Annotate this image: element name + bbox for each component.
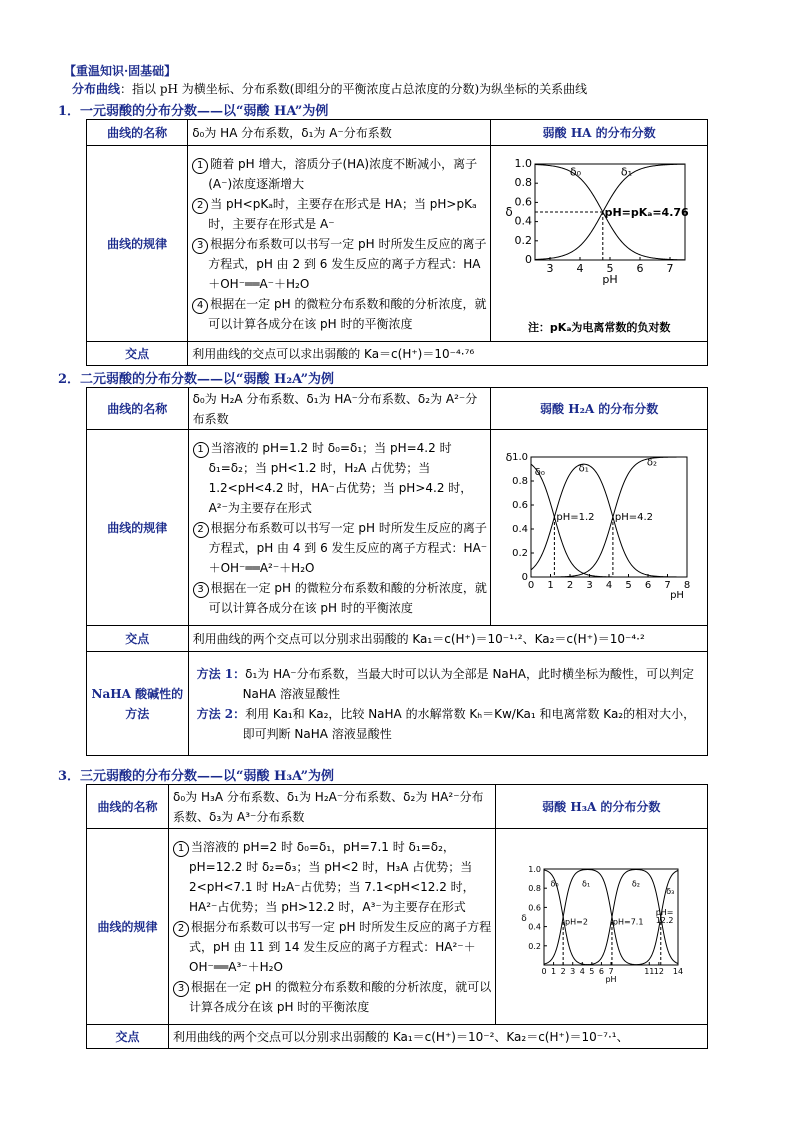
t3-rule-3: 3 根据在一定 pH 的微粒分布系数和酸的分析浓度，就可以计算各成分在该 pH 时的平衡浓度 — [173, 977, 492, 1017]
x-tick-label: 1 — [547, 579, 554, 591]
chart-h2a — [499, 445, 699, 605]
x-tick-label: 8 — [684, 579, 691, 591]
series-curve-1 — [531, 464, 687, 577]
t1-note: 注：pKₐ为电离常数的负对数 — [527, 320, 671, 334]
section-1-title: 1．一元弱酸的分布分数——以“弱酸 HA”为例 — [58, 104, 329, 119]
y-tick-label: 0 — [525, 252, 533, 266]
t2-rule-1: 1 当溶液的 pH=1.2 时 δ₀=δ₁；当 pH=4.2 时 δ₁=δ₂；当 pH<1.2 时，H₂A 占优势；当 1.2<pH<4.2 时，HA⁻占优势；当 pH>4.2 时，A²⁻为主要存在形式 — [193, 438, 488, 518]
y-tick-label: 0.2 — [512, 547, 529, 559]
x-axis-label: pH — [605, 974, 617, 984]
t3-cross-text: 利用曲线的两个交点可以分别求出弱酸的 Ka₁＝c(H⁺)＝10⁻²、Ka₂＝c(H⁺)＝10⁻⁷·¹、 — [169, 1025, 708, 1049]
t1-rule-3: 3 根据分布系数可以书写一定 pH 时所发生反应的离子方程式，pH 由 2 到 6 发生反应的离子方程式：HA＋OH⁻══A⁻＋H₂O — [192, 234, 487, 294]
x-tick-label: 2 — [560, 966, 566, 976]
series-curve-0 — [531, 464, 687, 577]
t2-rule-2: 2 根据分布系数可以书写一定 pH 时所发生反应的离子方程式，pH 由 4 到 6 发生反应的离子方程式：HA⁻＋OH⁻══A²⁻＋H₂O — [193, 518, 488, 578]
x-tick-label: 3 — [546, 261, 554, 275]
x-tick-label: 6 — [636, 261, 644, 275]
y-tick-label: 0.4 — [512, 523, 529, 535]
t2-rule-label: 曲线的规律 — [87, 430, 189, 626]
x-tick-label: 0 — [528, 579, 535, 591]
chart-ha — [499, 150, 699, 310]
series-label: δ₁ — [578, 462, 589, 474]
x-tick-label: 11 — [644, 966, 655, 976]
y-tick-label: 1.0 — [512, 451, 529, 463]
x-tick-label: 5 — [589, 966, 595, 976]
y-axis-label: δ — [505, 204, 513, 219]
t1-rule-label: 曲线的规律 — [87, 146, 188, 342]
y-tick-label: 0.4 — [528, 922, 542, 932]
chart-h3a — [516, 859, 686, 989]
y-tick-label: 1.0 — [514, 156, 533, 170]
table-2 — [86, 387, 708, 756]
y-tick-label: 0.8 — [514, 175, 533, 189]
annotation-label: pH= — [655, 907, 674, 917]
x-tick-label: 7 — [664, 579, 671, 591]
series-label: δ₁ — [582, 878, 591, 888]
t2-name-text: δ₀为 H₂A 分布系数、δ₁为 HA⁻分布系数、δ₂为 A²⁻分布系数 — [188, 388, 491, 430]
t2-method-label: NaHA 酸碱性的方法 — [87, 652, 189, 756]
section-2-title: 2．二元弱酸的分布分数——以“弱酸 H₂A”为例 — [58, 372, 335, 387]
t1-cross-text: 利用曲线的交点可以求出弱酸的 Ka＝c(H⁺)＝10⁻⁴·⁷⁶ — [188, 342, 708, 366]
annotation-label: pH=1.2 — [556, 511, 595, 523]
t3-chart-cell — [495, 829, 707, 1025]
intro-line — [72, 80, 587, 97]
y-tick-label: 0.4 — [514, 214, 533, 228]
y-tick-label: 0.8 — [512, 475, 529, 487]
x-tick-label: 2 — [567, 579, 574, 591]
section-header: 【重温知识·固基础】 — [64, 64, 177, 78]
intro-label: 分布曲线 — [72, 82, 121, 96]
x-tick-label: 6 — [599, 966, 605, 976]
t2-methods — [188, 652, 707, 756]
y-tick-label: 0.8 — [528, 883, 542, 893]
series-label: δ₂ — [632, 878, 641, 888]
x-tick-label: 5 — [606, 261, 614, 275]
x-tick-label: 4 — [580, 966, 586, 976]
series-label: δ₁ — [621, 165, 633, 179]
x-tick-label: 3 — [570, 966, 576, 976]
annotation-label: pH=2 — [565, 917, 589, 927]
t2-method-2: 方法 2：利用 Ka₁和 Ka₂，比较 NaHA 的水解常数 Kₕ＝Kw/Ka₁ 和电离常数 Ka₂的相对大小，即可判断 NaHA 溶液显酸性 — [196, 706, 696, 741]
t2-chart-cell — [491, 430, 708, 626]
t2-chart-title: 弱酸 H₂A 的分布分数 — [491, 388, 708, 430]
series-label: δ₀ — [534, 466, 546, 478]
t2-cross-text: 利用曲线的两个交点可以分别求出弱酸的 Ka₁＝c(H⁺)＝10⁻¹·²、Ka₂＝c(H⁺)＝10⁻⁴·² — [188, 626, 707, 652]
x-tick-label: 12 — [654, 966, 665, 976]
t3-rule-2: 2 根据分布系数可以书写一定 pH 时所发生反应的离子方程式，pH 由 11 到 14 发生反应的离子方程式：HA²⁻＋OH⁻══A³⁻＋H₂O — [173, 917, 492, 977]
t1-chart-title: 弱酸 HA 的分布分数 — [491, 120, 708, 146]
x-tick-label: 5 — [625, 579, 632, 591]
t1-name-label: 曲线的名称 — [87, 120, 188, 146]
y-axis-label: δ — [521, 913, 528, 924]
annotation-label: 12.2 — [655, 915, 674, 925]
x-tick-label: 6 — [645, 579, 652, 591]
t1-name-text: δ₀为 HA 分布系数，δ₁为 A⁻分布系数 — [188, 120, 491, 146]
annotation-label: pH=pKₐ=4.76 — [604, 205, 689, 219]
t3-name-label: 曲线的名称 — [87, 785, 169, 829]
x-tick-label: 14 — [673, 966, 684, 976]
t1-rule-4: 4 根据在一定 pH 的微粒分布系数和酸的分析浓度，就可以计算各成分在该 pH 时的平衡浓度 — [192, 294, 487, 334]
t3-rule-1: 1 当溶液的 pH=2 时 δ₀=δ₁，pH=7.1 时 δ₁=δ₂，pH=12.2 时 δ₂=δ₃；当 pH<2 时，H₃A 占优势；当 2<pH<7.1 时 H₂A⁻占优势；当 7.1<pH<12.2 时，HA²⁻占优势；当 pH>12.2 时，A³⁻为主要存在形式 — [173, 837, 492, 917]
intro-text: ：指以 pH 为横坐标、分布系数(即组分的平衡浓度占总浓度的分数)为纵坐标的关系曲线 — [120, 82, 588, 96]
series-label: δ₂ — [647, 456, 658, 468]
annotation-label: pH=4.2 — [615, 511, 654, 523]
y-axis-label: δ — [505, 450, 513, 464]
section-3-title: 3．三元弱酸的分布分数——以“弱酸 H₃A”为例 — [58, 769, 335, 784]
x-tick-label: 1 — [551, 966, 557, 976]
t1-rules — [188, 146, 491, 342]
t1-cross-label: 交点 — [87, 342, 188, 366]
t3-name-text: δ₀为 H₃A 分布系数、δ₁为 H₂A⁻分布系数、δ₂为 HA²⁻分布系数、δ₃为 A³⁻分布系数 — [169, 785, 496, 829]
series-label: δ₃ — [666, 886, 675, 896]
x-tick-label: 4 — [576, 261, 584, 275]
t2-cross-label: 交点 — [87, 626, 189, 652]
x-tick-label: 4 — [606, 579, 613, 591]
x-axis-label: pH — [670, 589, 685, 601]
t3-chart-title: 弱酸 H₃A 的分布分数 — [495, 785, 707, 829]
x-tick-label: 7 — [608, 966, 614, 976]
table-3 — [86, 784, 708, 1049]
x-tick-label: 3 — [586, 579, 593, 591]
t3-rule-label: 曲线的规律 — [87, 829, 169, 1025]
series-label: δ₀ — [570, 165, 582, 179]
t2-rules — [188, 430, 491, 626]
x-axis-label: pH — [602, 272, 618, 286]
t2-rule-3: 3 根据在一定 pH 的微粒分布系数和酸的分析浓度，就可以计算各成分在该 pH 时的平衡浓度 — [193, 578, 488, 618]
annotation-label: pH=7.1 — [613, 917, 644, 927]
t3-rules — [169, 829, 496, 1025]
y-tick-label: 0.6 — [512, 499, 529, 511]
table-1 — [86, 119, 708, 366]
y-tick-label: 0.6 — [514, 194, 533, 208]
t1-rule-1: 1 随着 pH 增大，溶质分子(HA)浓度不断减小，离子(A⁻)浓度逐渐增大 — [192, 154, 487, 194]
y-tick-label: 1.0 — [528, 864, 542, 874]
t1-rule-2: 2 当 pH<pKₐ时，主要存在形式是 HA；当 pH>pKₐ时，主要存在形式是 A⁻ — [192, 194, 487, 234]
x-tick-label: 0 — [541, 966, 547, 976]
x-tick-label: 7 — [666, 261, 674, 275]
t1-chart-cell — [491, 146, 708, 342]
y-tick-label: 0.6 — [528, 902, 542, 912]
y-tick-label: 0 — [521, 571, 529, 583]
y-tick-label: 0.2 — [514, 233, 533, 247]
t2-method-1: 方法 1：δ₁为 HA⁻分布系数，当最大时可以认为全部是 NaHA，此时横坐标为酸性，可以判定 NaHA 溶液显酸性 — [196, 666, 695, 701]
y-tick-label: 0.2 — [528, 941, 542, 951]
t3-cross-label: 交点 — [87, 1025, 169, 1049]
series-label: δ₀ — [550, 878, 559, 888]
t2-name-label: 曲线的名称 — [87, 388, 189, 430]
